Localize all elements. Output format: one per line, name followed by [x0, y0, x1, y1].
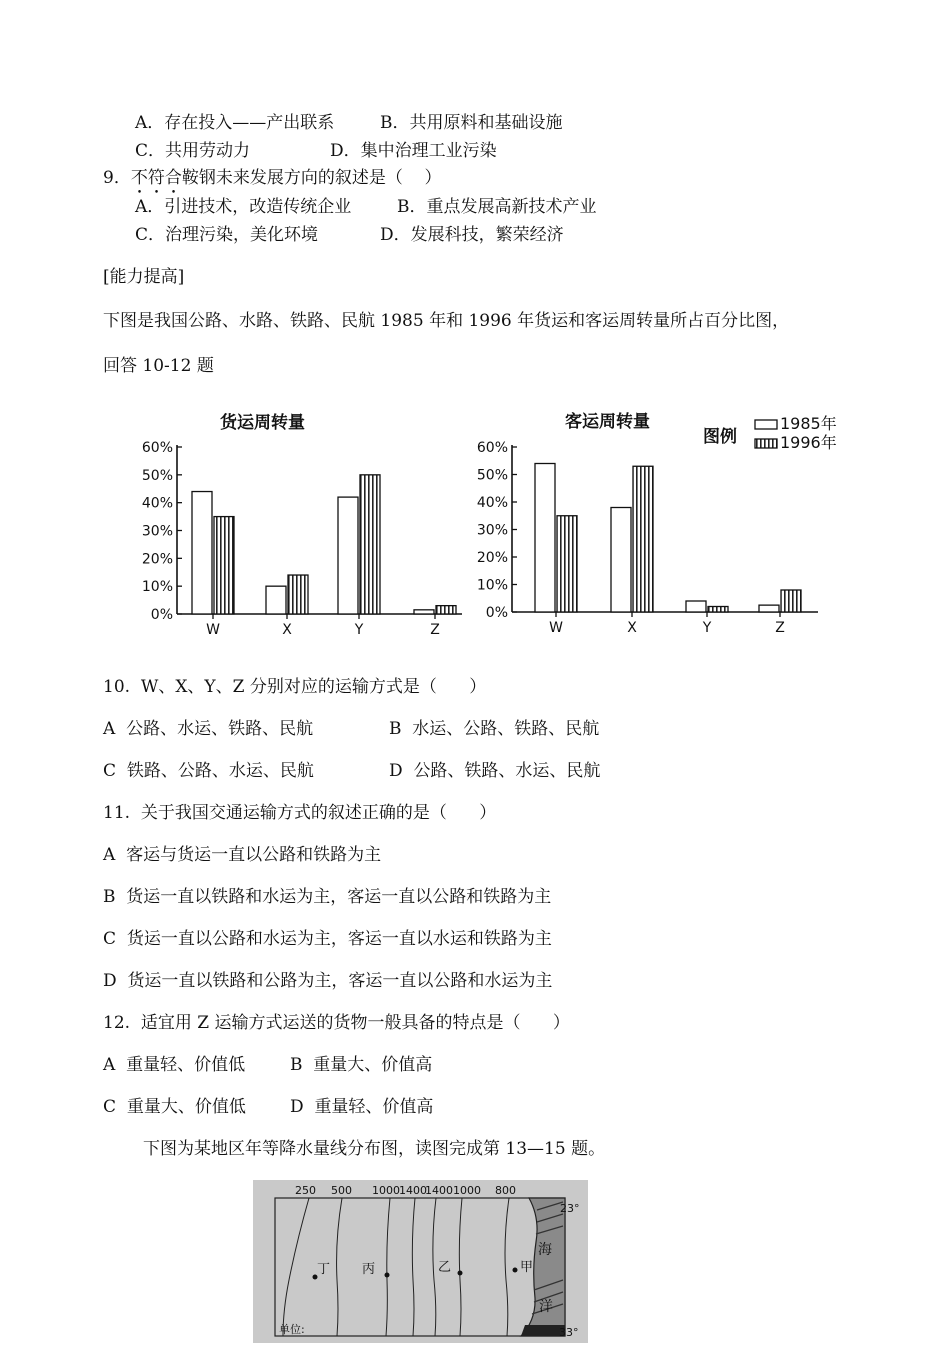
legend-title: 图例 [703, 427, 737, 447]
bar-X-1996年 [633, 466, 653, 612]
bar-W-1985年 [192, 492, 212, 614]
point-jia-marker [513, 1268, 518, 1273]
isoline-label: 250 [295, 1184, 316, 1197]
bar-W-1985年 [535, 464, 555, 613]
chart-intro-line2: 回答 10-12 题 [103, 356, 214, 376]
q10-stem: 10. W、X、Y、Z 分别对应的运输方式是（ ） [103, 677, 487, 697]
point-yi-label: 乙 [438, 1260, 452, 1275]
y-tick-label: 10% [141, 579, 173, 596]
x-tick-label: Z [430, 622, 440, 638]
legend-label-1996: 1996年 [780, 433, 837, 452]
point-bing-marker [385, 1273, 390, 1278]
bar-Y-1985年 [686, 601, 706, 612]
q9-emphasis: 不符合 [130, 168, 182, 188]
x-tick-label: W [549, 620, 563, 636]
y-tick-label: 60% [141, 440, 173, 456]
legend-swatch-1985 [755, 420, 777, 429]
y-tick-label: 0% [150, 607, 173, 623]
y-tick-label: 20% [141, 551, 173, 568]
latitude-bottom: 33° [559, 1326, 579, 1339]
q11-option-a: A 客运与货运一直以公路和铁路为主 [103, 845, 382, 865]
isohyet-map [253, 1180, 588, 1343]
isoline-label: 1400 [399, 1184, 427, 1197]
q10-option-c: C 铁路、公路、水运、民航 [103, 761, 314, 781]
bar-Y-1996年 [708, 607, 728, 613]
q12-option-d: D 重量轻、价值高 [290, 1097, 434, 1117]
isoline-label: 1400 [425, 1184, 453, 1197]
sea-label-1: 海 [538, 1242, 552, 1258]
transport-bar-charts [0, 395, 950, 655]
y-tick-label: 40% [476, 495, 508, 511]
q11-option-b: B 货运一直以铁路和水运为主，客运一直以公路和铁路为主 [103, 887, 552, 907]
point-yi-marker [458, 1271, 463, 1276]
y-tick-label: 30% [141, 523, 173, 540]
chart-intro-line1: 下图是我国公路、水路、铁路、民航 1985 年和 1996 年货运和客运周转量所占百分比图， [103, 311, 790, 331]
legend-swatch-1996 [755, 439, 777, 448]
q10-option-b: B 水运、公路、铁路、民航 [389, 719, 600, 739]
q9-stem-text: 鞍钢未来发展方向的叙述是（ ） [181, 168, 442, 188]
q8-option-c: C．共用劳动力 [135, 141, 251, 161]
bar-X-1985年 [611, 508, 631, 613]
y-tick-label: 0% [485, 605, 508, 621]
isoline-label: 1000 [453, 1184, 481, 1197]
y-tick-label: 10% [476, 577, 508, 594]
x-tick-label: Y [702, 620, 712, 636]
bar-Z-1996年 [436, 606, 456, 614]
y-tick-label: 50% [476, 467, 508, 484]
isoline-label: 500 [331, 1184, 352, 1197]
q12-option-c: C 重量大、价值低 [103, 1097, 246, 1117]
map-intro: 下图为某地区年等降水量线分布图，读图完成第 13—15 题。 [143, 1139, 606, 1159]
q10-option-d: D 公路、铁路、水运、民航 [389, 761, 601, 781]
unit-label: 单位: [279, 1323, 305, 1336]
point-ding-label: 丁 [317, 1262, 331, 1277]
q9-option-d: D．发展科技，繁荣经济 [380, 225, 564, 245]
freight-chart [142, 412, 462, 638]
q12-option-a: A 重量轻、价值低 [103, 1055, 246, 1075]
bar-X-1985年 [266, 586, 286, 614]
q10-option-a: A 公路、水运、铁路、民航 [103, 719, 314, 739]
q12-option-b: B 重量大、价值高 [290, 1055, 433, 1075]
q9-option-a: A．引进技术，改造传统企业 [135, 197, 352, 217]
isoline-label: 800 [495, 1184, 516, 1197]
bar-X-1996年 [288, 575, 308, 614]
section-heading: [能力提高] [103, 267, 185, 287]
y-tick-label: 30% [476, 522, 508, 539]
x-tick-label: Z [775, 620, 785, 636]
y-tick-label: 20% [476, 550, 508, 566]
isoline-label: 1000 [372, 1184, 400, 1197]
q8-option-d: D．集中治理工业污染 [330, 141, 497, 161]
bar-W-1996年 [214, 517, 234, 614]
chart-title: 客运周转量 [565, 412, 650, 432]
chart-title: 货运周转量 [220, 413, 305, 433]
q9-stem [103, 167, 441, 198]
x-tick-label: X [627, 620, 637, 636]
latitude-top: 23° [560, 1202, 580, 1215]
q9-option-b: B．重点发展高新技术产业 [397, 197, 597, 217]
q11-stem: 11. 关于我国交通运输方式的叙述正确的是（ ） [103, 803, 497, 823]
point-bing-label: 丙 [362, 1262, 376, 1277]
q9-option-c: C．治理污染，美化环境 [135, 225, 319, 245]
q12-stem: 12. 适宜用 Z 运输方式运送的货物一般具备的特点是（ ） [103, 1013, 570, 1033]
sea-label-2: 洋 [539, 1299, 553, 1315]
q8-option-b: B．共用原料和基础设施 [380, 113, 563, 133]
q11-option-c: C 货运一直以公路和水运为主，客运一直以水运和铁路为主 [103, 929, 552, 949]
y-tick-label: 50% [141, 467, 173, 484]
y-tick-label: 60% [476, 440, 508, 456]
legend-label-1985: 1985年 [780, 414, 837, 433]
bar-Y-1996年 [360, 475, 380, 614]
q9-number: 9． [103, 168, 131, 188]
bar-Y-1985年 [338, 497, 358, 614]
x-tick-label: Y [354, 622, 364, 638]
x-tick-label: X [282, 622, 292, 638]
bar-Z-1985年 [414, 610, 434, 614]
chart-legend [703, 414, 837, 452]
bar-Z-1985年 [759, 605, 779, 612]
q8-option-a: A．存在投入——产出联系 [135, 113, 335, 133]
y-tick-label: 40% [141, 495, 173, 512]
q11-option-d: D 货运一直以铁路和公路为主，客运一直以公路和水运为主 [103, 971, 553, 991]
bar-W-1996年 [557, 516, 577, 612]
point-jia-label: 甲 [520, 1260, 534, 1275]
x-tick-label: W [206, 622, 220, 638]
bar-Z-1996年 [781, 590, 801, 612]
